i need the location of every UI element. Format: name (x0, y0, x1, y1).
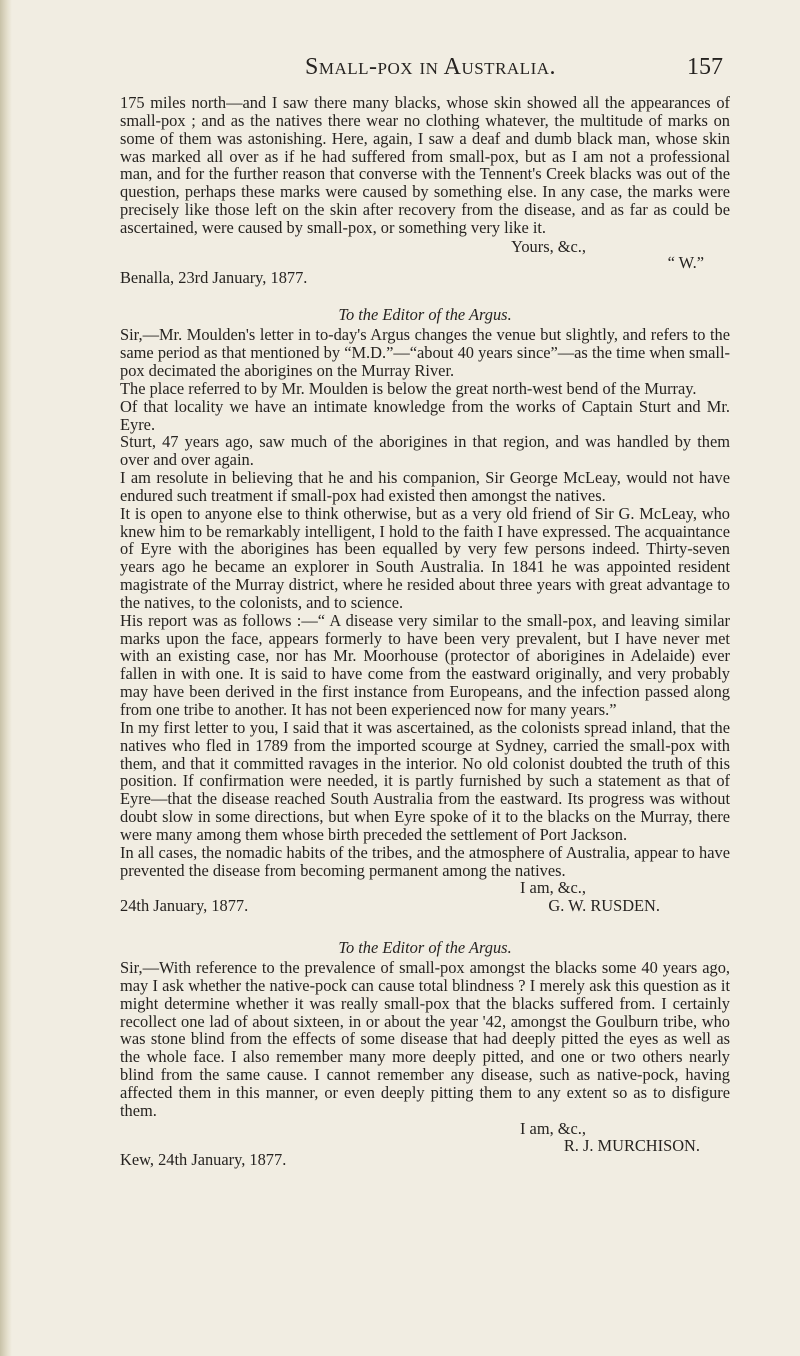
running-title: Small-pox in Australia. (305, 54, 557, 80)
running-head (0, 54, 800, 88)
letter-rusden-paragraph: His report was as follows :—“ A disease very similar to the small-pox, and leaving similar marks upon the face, appears formerly to have been very prevalent, but I have never met with an existing case, nor has Mr. Moorhouse (protector of aborigines in Adelaide) ever fallen in with one. It is said to have come from the eastward originally, and very probably may have been derived in the first instance from Europeans, and the infection passed along from one tribe to another. It has not been experienced now for many years.” (120, 610, 730, 719)
letter-murchison-signature: R. J. MURCHISON. (563, 1136, 700, 1156)
letter-rusden-paragraph: Of that locality we have an intimate knowledge from the works of Captain Sturt and Mr. Eyre. (120, 396, 730, 434)
letter-w (120, 94, 730, 286)
letter-rusden-heading: To the Editor of the Argus. (338, 305, 512, 325)
page-number: 157 (687, 54, 723, 80)
text-column (120, 94, 730, 1169)
letter-rusden-closing: I am, &c., (520, 878, 586, 898)
letter-w-signature: “ W.” (667, 252, 704, 272)
letter-rusden-paragraph: I am resolute in believing that he and his companion, Sir George McLeay, would not have endured such treatment if small-pox had existed then amongst the natives. (120, 468, 730, 505)
letter-rusden-paragraph: Sturt, 47 years ago, saw much of the aborigines in that region, and was handled by them over and over again. (120, 432, 730, 470)
letter-rusden-signature: G. W. RUSDEN. (548, 896, 660, 916)
letter-rusden-paragraph: Sir,—Mr. Moulden's letter in to-day's Argus changes the venue but slightly, and refers to the same period as that mentioned by “M.D.”—“about 40 years since”—as the time when small-pox decimated the aborigines on the Murray River. (120, 325, 730, 380)
letter-rusden-paragraph: In my first letter to you, I said that it was ascertained, as the colonists spread inland, that the natives who fled in 1789 from the imported scourge at Sydney, carried the small-pox with them, and that it committed ravages in the interior. No old colonist doubted the truth of this position. If confirmation were needed, it is partly furnished by such a statement as that of Eyre—that the disease reached South Australia from the eastward. Its progress was without doubt slow in some directions, but when Eyre spoke of it to the blacks on the Murray, there were many among them whose birth preceded the settlement of Port Jackson. (120, 717, 730, 844)
letter-w-body: 175 miles north—and I saw there many blacks, whose skin showed all the appearances of small-pox ; and as the natives there wear no clothing whatever, the multitude of marks on some of them was astonishing. Here, again, I saw a deaf and dumb black man, whose skin was marked all over as if he had suffered from small-pox, but as I am not a professional man, and for the further reason that converse with the Tennent's Creek blacks was out of the question, perhaps these marks were caused by something else. In any case, the marks were precisely like those left on the skin after recovery from the disease, and as far as could be ascertained, were caused by small-pox, or something very like it. (120, 93, 730, 237)
letter-murchison-heading: To the Editor of the Argus. (338, 938, 512, 958)
letter-w-closing: Yours, &c., (511, 236, 586, 256)
letter-murchison-place-date: Kew, 24th January, 1877. (120, 1150, 287, 1170)
letter-rusden-paragraph: In all cases, the nomadic habits of the tribes, and the atmosphere of Australia, appear to have prevented the disease from becoming permanent among the natives. (120, 842, 730, 880)
letter-murchison (120, 939, 730, 1169)
letter-rusden (120, 306, 730, 915)
letter-murchison-closing: I am, &c., (520, 1118, 586, 1138)
letter-rusden-place-date: 24th January, 1877. (120, 896, 249, 916)
letter-rusden-paragraph: It is open to anyone else to think otherwise, but as a very old friend of Sir G. McLeay, who knew him to be remarkably intelligent, I hold to the faith I have expressed. The acquaintance of Eyre with the aborigines has been equalled by very few persons indeed. Thirty-seven years ago he became an explorer in South Australia. In 1841 he was appointed resident magistrate of the Murray district, where he resided about three years with great advantage to the natives, to the colonists, and to science. (120, 503, 730, 612)
letter-w-place-date: Benalla, 23rd January, 1877. (120, 267, 308, 287)
letter-murchison-body: Sir,—With reference to the prevalence of small-pox amongst the blacks some 40 years ago, may I ask whether the native-pock can cause total blindness ? I merely ask this question as it might determine whether it was really small-pox that the blacks suffered from. I certainly recollect one lad of about sixteen, in or about the year '42, amongst the Goulburn tribe, who was stone blind from the effects of some disease that had deeply pitted the eyes as well as the whole face. I also remember many more deeply pitted, and one or two others nearly blind from the same cause. I cannot remember any disease, such as native-pock, having affected them in this manner, or even deeply pitting them to any extent so as to disfigure them. (120, 957, 730, 1120)
letter-rusden-paragraph: The place referred to by Mr. Moulden is below the great north-west bend of the Murray. (120, 378, 697, 398)
